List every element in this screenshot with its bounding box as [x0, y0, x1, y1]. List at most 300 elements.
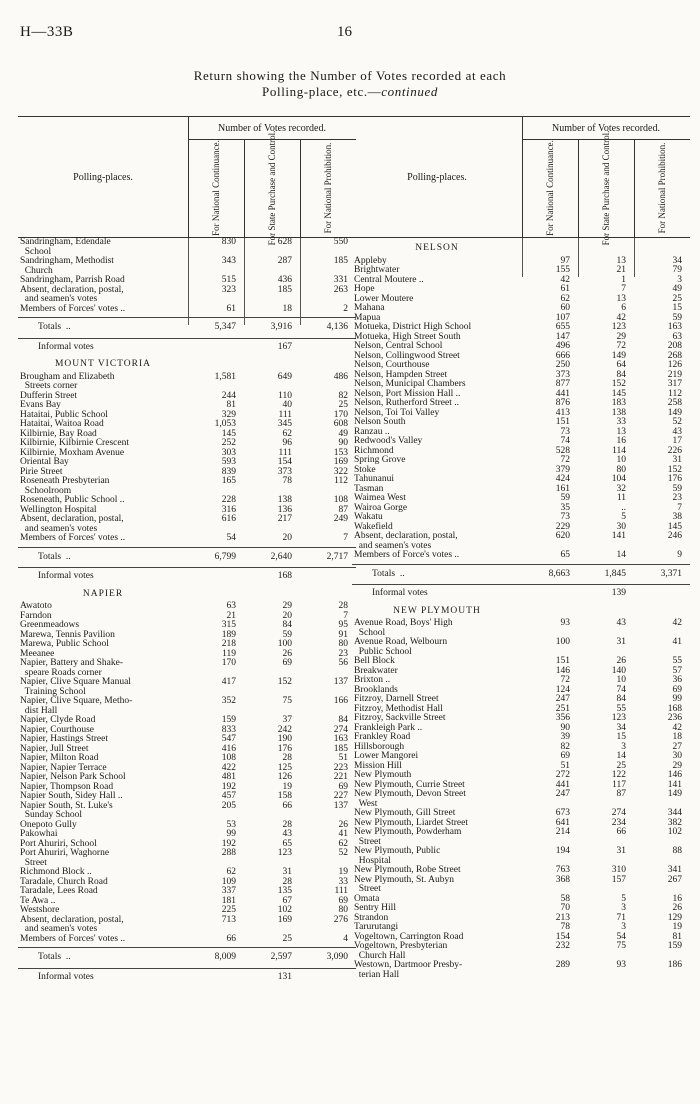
state-purchase-value: 138 [611, 407, 626, 418]
table-row [352, 667, 690, 677]
state-purchase-value: 310 [611, 865, 626, 875]
prohibition-value: 88 [672, 846, 682, 856]
polling-place-name: Awatoto [20, 601, 52, 611]
polling-place-name: Sentry Hill [354, 903, 396, 913]
polling-place-name: Totals .. [38, 551, 71, 562]
prohibition-value: 331 [333, 275, 348, 285]
state-purchase-value: 158 [277, 791, 292, 801]
polling-place-name: Brightwater [354, 265, 400, 275]
polling-place-name: Wellington Hospital [20, 504, 97, 515]
state-purchase-value: 25 [282, 933, 292, 944]
polling-place-name: Napier, Clyde Road [20, 715, 96, 725]
prohibition-value: 2 [343, 303, 348, 314]
polling-place-name: Roseneath, Public School .. [20, 495, 125, 505]
prohibition-value: 41 [672, 637, 682, 647]
polling-place-name: Stoke [354, 464, 376, 475]
polling-place-name: Street [354, 836, 381, 847]
table-row [18, 238, 356, 248]
state-purchase-value: 2,640 [270, 551, 292, 562]
table-row [352, 847, 690, 857]
prohibition-value: 126 [667, 360, 682, 370]
state-purchase-value: 69 [282, 658, 292, 668]
state-purchase-value: 114 [612, 445, 626, 456]
table-row [352, 828, 690, 838]
continuance-value: 329 [221, 409, 236, 420]
polling-place-name: and seamen's votes [354, 540, 432, 551]
state-purchase-value: 87 [616, 789, 626, 799]
prohibition-value: 23 [672, 493, 682, 503]
continuance-value: 303 [221, 447, 236, 458]
state-purchase-value: 59 [282, 629, 292, 640]
state-purchase-value: 31 [616, 846, 626, 856]
table-row [18, 640, 356, 650]
prohibition-value: 7 [677, 502, 682, 513]
continuance-value: 181 [221, 895, 236, 906]
polling-place-name: Members of Forces' votes .. [20, 933, 126, 944]
state-purchase-value: 75 [616, 941, 626, 951]
table-row [352, 885, 690, 895]
polling-place-name: Mapua [354, 312, 381, 323]
polling-place-name: Fitzroy, Darnell Street [354, 694, 439, 704]
state-purchase-value: 13 [616, 255, 626, 266]
table-row [352, 466, 690, 476]
continuance-value: 417 [221, 677, 236, 687]
polling-place-name: Frankleigh Park .. [354, 722, 423, 733]
polling-place-name: and seamen's votes [20, 294, 98, 304]
column-rule [300, 238, 301, 325]
state-purchase-value: 29 [282, 601, 292, 611]
votes-recorded-header: Number of Votes recorded. [188, 117, 356, 140]
polling-place-name: Street [20, 857, 47, 868]
state-purchase-value: 28 [282, 819, 292, 830]
polling-place-name: School [20, 246, 52, 257]
state-purchase-header [578, 130, 635, 246]
state-purchase-value: 102 [277, 905, 292, 915]
polling-place-name: Motueka, High Street South [354, 331, 461, 342]
state-purchase-value: 34 [616, 722, 626, 733]
prohibition-value: 7 [343, 533, 348, 543]
table-row [18, 887, 356, 897]
state-purchase-value: 1,845 [604, 568, 626, 579]
prohibition-value: 108 [333, 495, 348, 505]
continuance-value: 413 [555, 407, 570, 418]
polling-place-name: Absent, declaration, postal, [354, 531, 458, 541]
polling-place-name: Westshore [20, 905, 60, 915]
continuance-value: 151 [555, 417, 570, 427]
table-row [352, 619, 690, 629]
polling-place-name: Street [354, 884, 381, 894]
polling-place-name: New Plymouth, Gill Street [354, 808, 456, 818]
prohibition-value: 26 [672, 903, 682, 913]
left-table [18, 116, 356, 1096]
prohibition-value: 141 [667, 779, 682, 790]
prohibition-value: 208 [667, 341, 682, 351]
polling-place-name: Hope [354, 284, 375, 294]
continuance-value: 247 [555, 789, 570, 799]
continuance-value: 251 [555, 703, 570, 714]
continuance-value: 61 [560, 284, 570, 294]
state-purchase-value: 185 [277, 284, 292, 295]
polling-place-name: New Plymouth, St. Aubyn [354, 874, 455, 885]
polling-place-name: Waimea West [354, 493, 406, 503]
continuance-value: 416 [221, 743, 236, 754]
polling-place-name: Lower Mangorei [354, 751, 419, 761]
state-purchase-value: 131 [277, 971, 292, 982]
prohibition-value: 102 [667, 827, 682, 837]
prohibition-value: 43 [672, 426, 682, 437]
continuance-value: 655 [555, 322, 570, 332]
continuance-value: 252 [221, 438, 236, 448]
polling-place-name: Farndon [20, 610, 52, 621]
continuance-value: 441 [555, 779, 570, 790]
prohibition-value: 79 [672, 265, 682, 275]
polling-place-name: Napier, Jull Street [20, 743, 89, 754]
state-purchase-value: 71 [616, 912, 626, 923]
continuance-value: 146 [555, 665, 570, 676]
continuance-value: 108 [221, 753, 236, 763]
prohibition-value: 322 [333, 466, 348, 477]
column-rule [522, 238, 523, 277]
state-purchase-value: 122 [611, 770, 626, 780]
table-row [352, 437, 690, 447]
state-purchase-value: 64 [616, 360, 626, 370]
continuance-value: 161 [555, 483, 570, 494]
continuance-value: 641 [555, 817, 570, 828]
section-heading [18, 360, 356, 370]
table-row [18, 897, 356, 907]
continuance-value: 60 [560, 303, 570, 313]
polling-places-header: Polling-places. [18, 117, 189, 237]
table-row [352, 257, 690, 267]
prohibition-value: 163 [333, 734, 348, 744]
table-body [18, 238, 356, 990]
continuance-value: 379 [555, 464, 570, 475]
polling-place-name: Tahunanui [354, 474, 394, 484]
polling-place-name: Informal votes [38, 971, 94, 982]
prohibition-value: 23 [338, 648, 348, 659]
prohibition-value: 9 [677, 550, 682, 560]
polling-place-name: Avenue Road, Boys' High [354, 618, 453, 628]
prohibition-value: 91 [338, 629, 348, 640]
state-purchase-value: 125 [277, 762, 292, 773]
polling-place-name: Nelson, Toi Toi Valley [354, 407, 440, 418]
table-row [352, 971, 690, 981]
prohibition-value: 223 [333, 762, 348, 773]
continuance-value: 59 [560, 493, 570, 503]
state-purchase-value: 152 [611, 379, 626, 389]
prohibition-value: 3,090 [326, 952, 348, 962]
continuance-value: 145 [221, 428, 236, 439]
polling-place-name: Pirie Street [20, 466, 63, 477]
table-row [352, 304, 690, 314]
continuance-value: 272 [555, 770, 570, 780]
totals-row [18, 317, 356, 339]
table-row [352, 295, 690, 305]
prohibition-value: 276 [333, 914, 348, 925]
continuance-header [522, 139, 579, 237]
polling-place-name: Napier South, Sidey Hall .. [20, 791, 123, 801]
prohibition-value: 41 [338, 829, 348, 839]
title-line-2-main: Polling-place, etc.— [262, 84, 382, 99]
prohibition-value: 36 [672, 675, 682, 685]
polling-place-name: Absent, declaration, postal, [20, 514, 124, 524]
polling-place-name: Schoolroom [20, 485, 72, 496]
prohibition-value: 59 [672, 312, 682, 323]
prohibition-value: 263 [333, 284, 348, 295]
prohibition-value: 3,371 [660, 568, 682, 579]
polling-place-name: Richmond Block .. [20, 867, 92, 877]
polling-place-name: Hataitai, Waitoa Road [20, 419, 104, 429]
continuance-value: 192 [221, 838, 236, 849]
polling-place-name: New Plymouth, Liardet Street [354, 817, 468, 828]
polling-place-name: Napier, Thompson Road [20, 781, 114, 792]
table-row [18, 392, 356, 402]
continuance-value: 213 [555, 912, 570, 923]
polling-place-name: New Plymouth, Powderham [354, 827, 462, 837]
state-purchase-value: 149 [611, 350, 626, 361]
continuance-value: 21 [226, 610, 236, 621]
state-purchase-value: 100 [277, 639, 292, 649]
polling-place-name: Brooklands [354, 684, 398, 695]
continuance-value: 876 [555, 398, 570, 408]
prohibition-value: 95 [338, 620, 348, 630]
state-purchase-value: 66 [616, 827, 626, 837]
prohibition-value: 56 [338, 658, 348, 668]
state-purchase-value: 29 [616, 331, 626, 342]
prohibition-value: 26 [338, 819, 348, 830]
polling-place-name: Marewa, Tennis Pavilion [20, 629, 115, 640]
continuance-header-label: For National Continuance. [545, 140, 555, 236]
state-purchase-value: 234 [611, 817, 626, 828]
prohibition-value: 90 [338, 438, 348, 448]
continuance-value: 154 [555, 931, 570, 942]
state-purchase-value: 138 [277, 495, 292, 505]
table-row [18, 602, 356, 612]
polling-place-name: Hataitai, Public School [20, 409, 108, 420]
prohibition-value: 33 [338, 876, 348, 887]
informal-votes-row [352, 589, 690, 599]
state-purchase-value: .. [621, 502, 626, 513]
continuance-value: 214 [555, 827, 570, 837]
table-row [352, 914, 690, 924]
prohibition-value: 82 [338, 390, 348, 401]
polling-place-name: Pakowhai [20, 829, 58, 839]
polling-place-name: Napier, Courthouse [20, 724, 95, 735]
continuance-value: 547 [221, 734, 236, 744]
polling-place-name: Mission Hill [354, 760, 402, 771]
continuance-value: 839 [221, 466, 236, 477]
continuance-value: 666 [555, 350, 570, 361]
state-purchase-header-label: For State Purchase and Control. [601, 130, 611, 246]
polling-place-name: Oriental Bay [20, 457, 69, 467]
polling-place-name: Vogeltown, Carrington Road [354, 931, 464, 942]
state-purchase-value: 5 [621, 512, 626, 522]
prohibition-value: 49 [338, 428, 348, 439]
continuance-value: 73 [560, 426, 570, 437]
prohibition-value: 16 [672, 893, 682, 904]
polling-place-name: New Plymouth, Robe Street [354, 865, 461, 875]
prohibition-value [298, 572, 354, 582]
polling-place-name: Nelson, Collingwood Street [354, 350, 460, 361]
state-purchase-value: 43 [282, 829, 292, 839]
state-purchase-value: 6 [621, 303, 626, 313]
prohibition-value: 137 [333, 800, 348, 811]
prohibition-value: 246 [667, 531, 682, 541]
state-purchase-value: 274 [611, 808, 626, 818]
table-row [352, 876, 690, 886]
continuance-value: 165 [221, 476, 236, 486]
continuance-value: 205 [221, 800, 236, 811]
state-purchase-value: 123 [611, 713, 626, 723]
continuance-value: 189 [221, 629, 236, 640]
continuance-value: 42 [560, 274, 570, 285]
prohibition-value: 25 [672, 293, 682, 304]
prohibition-value: 57 [672, 665, 682, 676]
polling-place-name: Napier, Napier Terrace [20, 762, 107, 773]
continuance-value: 481 [221, 772, 236, 782]
prohibition-value: 19 [338, 867, 348, 877]
state-purchase-value: 373 [277, 466, 292, 477]
polling-place-name: Brougham and Elizabeth [20, 371, 115, 382]
prohibition-value: 486 [333, 371, 348, 382]
prohibition-value: 341 [667, 865, 682, 875]
polling-place-name: Brixton .. [354, 675, 391, 685]
polling-place-name: Nelson, Municipal Chambers [354, 379, 466, 389]
state-purchase-value: 37 [282, 715, 292, 725]
prohibition-value: 166 [333, 696, 348, 706]
section-title: NAPIER [82, 588, 124, 599]
state-purchase-value: 154 [277, 457, 292, 467]
polling-place-name: West [354, 798, 378, 809]
votes-recorded-header: Number of Votes recorded. [522, 117, 690, 140]
section-heading [352, 607, 690, 617]
state-purchase-value: 117 [612, 779, 626, 790]
continuance-value: 593 [221, 457, 236, 467]
table-row [352, 961, 690, 971]
polling-place-name: Taradale, Church Road [20, 876, 108, 887]
prohibition-value: 258 [667, 398, 682, 408]
polling-place-name: Motueka, District High School [354, 322, 472, 332]
state-purchase-value: 62 [282, 428, 292, 439]
prohibition-value: 129 [667, 912, 682, 923]
state-purchase-value: 168 [277, 571, 292, 581]
state-purchase-value: 287 [277, 256, 292, 266]
state-purchase-value: 20 [282, 533, 292, 543]
continuance-value: 352 [221, 696, 236, 706]
prohibition-value: 31 [672, 455, 682, 465]
polling-place-name: Wairoa Gorge [354, 502, 408, 513]
continuance-value: 58 [560, 893, 570, 904]
polling-place-name: Roseneath Presbyterian [20, 476, 110, 486]
state-purchase-value: 123 [277, 848, 292, 858]
polling-place-name: Frankley Road [354, 732, 411, 742]
prohibition-value: 317 [667, 379, 682, 389]
prohibition-value: 19 [672, 922, 682, 932]
table-row [18, 257, 356, 267]
state-purchase-value: 14 [616, 550, 626, 560]
polling-place-name: Marewa, Public School [20, 639, 109, 649]
continuance-value: 228 [221, 495, 236, 505]
table-row [18, 534, 356, 544]
prohibition-value: 185 [333, 256, 348, 266]
state-purchase-value: 54 [616, 931, 626, 942]
state-purchase-value: 67 [282, 895, 292, 906]
prohibition-value: 4 [343, 933, 348, 944]
polling-place-name: Meeanee [20, 648, 55, 659]
state-purchase-value: 145 [611, 388, 626, 399]
polling-place-name: Church [20, 265, 53, 276]
prohibition-value: 153 [333, 447, 348, 458]
right-table [352, 116, 690, 1096]
polling-place-name: Wakefield [354, 521, 393, 532]
prohibition-value: 137 [333, 677, 348, 687]
state-purchase-value: 140 [611, 665, 626, 676]
polling-place-name: New Plymouth, Devon Street [354, 789, 466, 799]
continuance-value: 194 [555, 846, 570, 856]
column-rule [188, 238, 189, 325]
prohibition-value: 30 [672, 751, 682, 761]
state-purchase-value: 183 [611, 398, 626, 408]
state-purchase-value: 10 [616, 455, 626, 465]
continuance-value: 763 [555, 865, 570, 875]
page-number: 16 [337, 24, 352, 40]
prohibition-value: 185 [333, 743, 348, 754]
continuance-value: 244 [221, 390, 236, 401]
continuance-value: 356 [555, 713, 570, 723]
polling-place-name: Napier, Hastings Street [20, 734, 109, 744]
prohibition-value: 4,136 [326, 322, 348, 332]
prohibition-header [300, 139, 356, 237]
prohibition-value: 69 [338, 895, 348, 906]
polling-place-name: Tarurutangi [354, 922, 399, 932]
polling-place-name: New Plymouth, Currie Street [354, 779, 465, 790]
state-purchase-value: 3 [621, 922, 626, 932]
prohibition-value: 34 [672, 255, 682, 266]
prohibition-value: 28 [338, 601, 348, 611]
continuance-value: 93 [560, 618, 570, 628]
prohibition-value: 3 [677, 274, 682, 285]
state-purchase-value: 13 [616, 293, 626, 304]
polling-place-name: Fitzroy, Sackville Street [354, 713, 446, 723]
polling-place-name: Dufferin Street [20, 390, 78, 401]
state-purchase-value: 26 [282, 648, 292, 659]
polling-place-name: Sandringham, Edendale [20, 237, 111, 247]
continuance-value: 8,009 [214, 952, 236, 962]
continuance-value: 830 [221, 237, 236, 247]
polling-place-name: dist Hall [20, 705, 58, 716]
table-row [352, 513, 690, 523]
prohibition-value: 18 [672, 732, 682, 742]
continuance-value: 250 [555, 360, 570, 370]
polling-place-name: Absent, declaration, postal, [20, 284, 124, 295]
continuance-value: 82 [560, 741, 570, 752]
continuance-value: 65 [560, 550, 570, 560]
continuance-value: 99 [226, 829, 236, 839]
prohibition-value: 344 [667, 808, 682, 818]
continuance-value: 51 [560, 760, 570, 771]
state-purchase-value: 96 [282, 438, 292, 448]
state-purchase-value: 176 [277, 743, 292, 754]
state-purchase-value: 123 [611, 322, 626, 332]
polling-place-name: Church Hall [354, 950, 406, 961]
continuance-value: 170 [221, 658, 236, 668]
state-purchase-value: 13 [616, 426, 626, 437]
prohibition-value: 87 [338, 504, 348, 515]
table-row [352, 551, 690, 561]
continuance-value: 74 [560, 436, 570, 446]
continuance-value: 673 [555, 808, 570, 818]
prohibition-value: 15 [672, 303, 682, 313]
